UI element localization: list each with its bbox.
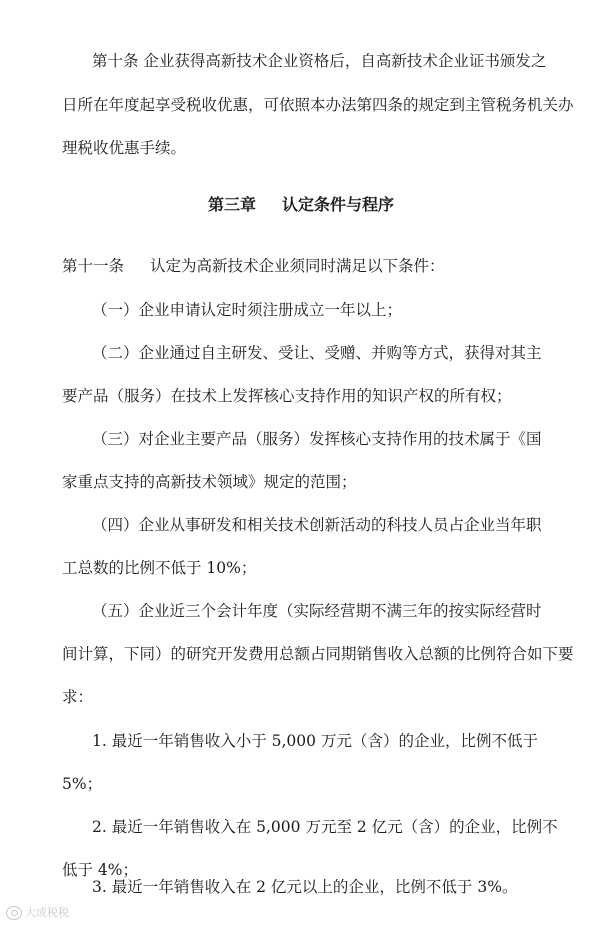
chapter-title: 认定条件与程序	[282, 195, 395, 214]
condition-4-line-1: （四）企业从事研发和相关技术创新活动的科技人员占企业当年职	[92, 516, 542, 534]
condition-3-line-2: 家重点支持的高新技术领域》规定的范围；	[62, 473, 357, 491]
condition-5-line-1: （五）企业近三个会计年度（实际经营期不满三年的按实际经营时	[92, 602, 542, 620]
requirement-2-line-1: 2. 最近一年销售收入在 5,000 万元至 2 亿元（含）的企业，比例不	[92, 818, 558, 836]
article-10-line-3: 理税收优惠手续。	[62, 139, 187, 157]
requirement-1-line-2: 5%；	[62, 775, 103, 793]
requirement-2-line-2: 低于 4%；	[62, 861, 139, 879]
watermark	[6, 904, 69, 920]
article-11-number: 第十一条	[62, 257, 125, 275]
condition-2-line-1: （二）企业通过自主研发、受让、受赠、并购等方式，获得对其主	[92, 344, 542, 362]
weibo-logo-icon	[6, 906, 22, 920]
article-10-line-1: 第十条 企业获得高新技术企业资格后，自高新技术企业证书颁发之	[92, 52, 547, 70]
article-11-intro-text: 认定为高新技术企业须同时满足以下条件：	[150, 257, 445, 275]
requirement-3-line-1: 3. 最近一年销售收入在 2 亿元以上的企业，比例不低于 3%。	[92, 878, 518, 896]
requirement-1-line-1: 1. 最近一年销售收入小于 5,000 万元（含）的企业，比例不低于	[92, 732, 538, 750]
condition-3-line-1: （三）对企业主要产品（服务）发挥核心支持作用的技术属于《国	[92, 430, 542, 448]
chapter-heading	[208, 194, 394, 216]
condition-2-line-2: 要产品（服务）在技术上发挥核心支持作用的知识产权的所有权；	[62, 387, 512, 405]
condition-4-line-2: 工总数的比例不低于 10%；	[62, 559, 257, 577]
watermark-text: 大成税税	[25, 906, 69, 919]
chapter-number: 第三章	[208, 195, 257, 214]
condition-5-line-3: 求：	[62, 688, 94, 706]
article-10-line-2: 日所在年度起享受税收优惠，可依照本办法第四条的规定到主管税务机关办	[62, 96, 574, 114]
condition-5-line-2: 间计算，下同）的研究开发费用总额占同期销售收入总额的比例符合如下要	[62, 645, 574, 663]
article-11-intro	[62, 256, 445, 276]
condition-1: （一）企业申请认定时须注册成立一年以上；	[92, 301, 403, 319]
